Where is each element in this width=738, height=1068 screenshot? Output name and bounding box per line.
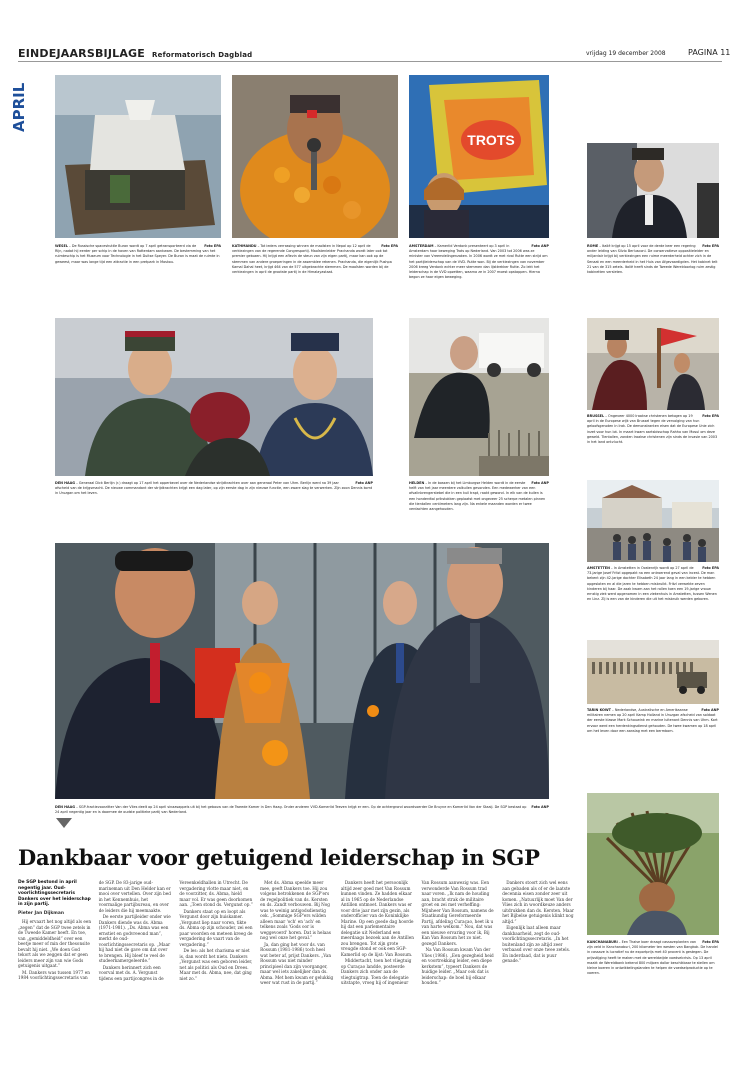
photo-tarin-kowt-ceremony [587,640,719,704]
article-paragraph: Eigenlijk laat alleen maar dankbaarheid, zegt de oud-voorlichtingssecretaris. „In het buitenland zijn ze altijd zeer verbaasd over onze twee zetels. En inderdaad, dat is puur genade.” [502,925,571,963]
photo-den-haag-generals [55,318,373,476]
caption-den-haag-generals: Foto ANP DEN HAAG – Generaal Dick Berlijn (r.) draagt op 17 april het opperbevel over de Nederlandse strijdkrachten over aan generaal Peter van Uhm. Berlijn werd na 39 jaar afscheid van de krijgsmacht. De nieuwe commandant der strijdkrachten krijgt een dag later, op zijn eerste dag in zijn nieuwe functie, een zware slag te verwerken. Zijn zoon Dennis komt in Uruzgan om het leven. [55,481,373,496]
article-paragraph: M. Dankers was tussen 1977 en 1984 voorlichtingssecretaris van de SGP. De 83-jarige oud-marineman uit Den Helder kan er mooi over vertellen. Over zijn bed in het Kennemhuis, het voormalige partijbureau, en over de leiders die hij meemaakte. [18,880,171,981]
article-paragraph: Na Van Rossum kwam Van der Vlies (1986). „Een gezegheid heid en voortrekking leider, een diepe kerkstem”, typeert Dankers de huidige leider. „Maar ook dat is leiderschap: de boel bij elkaar houden.” [421,947,494,985]
article-paragraph: Dankers herinnert zich een voorval met ds. A. Vergunst tijdens een partijcongres in de Vereenkeldhallen in Utrecht. De vergadering vlotte maar niet, en de voorzitter, ds. Abma, hield maar vol. Er was geen doorkomen aan. „Toen stond ds. Vergunst op.” [98,880,253,981]
article-paragraph: Ja, dan ging het voor ds. van Rossum (1981-1986) toch heel wat beter af, prijst Dankers. „Van Rossum was niet minder principieel dan zijn voorganger, maar wel iets zakelijker dan ds. Abma. Met hem kwam er gelukkig weer wat rust in de partij.” [260,941,334,985]
svg-text:TROTS: TROTS [467,132,515,148]
photo-wesel-shuttle [55,75,221,238]
article-paragraph: Dankers staat op en loopt als Vergunst door zijn huiskamer. „Vergunst liep naar voren, tikte ds. Abma op zijn schouder, zei een paar woorden en meteen kreeg de vergadering de vaart van de vergadering.” [179,908,253,947]
article-paragraph: De eerste partijleider onder wie Dankers diende was ds. Abma (1971-1981). „Ds. Abma was een ernstiet en godvreeond man”, merkt de oud-voorlichtingssecretaris op. „Maar hij had niet de gave om dat over te brengen. Hij bleef te veel de studeerkamergeleerde.” [98,914,171,963]
article-byline: Pieter Jan Dijkman [18,910,64,916]
publication-date: vrijdag 19 december 2008 [586,50,666,57]
section-header [18,47,252,60]
article-paragraph: Middertacht, toen het vliegtuig op Curaçao landde, posteerde Dankers zich onder aan de vliegtuigtrap. Toen de delegatie uitstapte, vroeg hij of ingenieur Van Rossum aanwezig was. Een verwonderde Van Rossum trad naar voren. „Ik nam de houding aan, bracht strak de militaire groet en zei met verheffing: Mijnheer Van Rossum, namens de Staatkundig Gereformeerde Partij, afdeling Curaçao, heet ik u van harte welkom.” Nou, dat was een nieuwe ervaring voor ik, Bij Kan Van Rossum het zo niet. gezegd Dankers. [340,880,494,985]
caption-tarin-kowt: Foto ANP TARIN KOWT – Nederlandse, Australische en Amerikaanse militairen nemen op 20 april Kamp Holland in Uruzgan afscheid van soldaat der eerste klasse Mark Schouwink en marine luitenant Dennis van Uhm. Kort ervoor werd een herdenkingsdienst gehouden. De twee kwamen op 18 april om het leven door een aanslag met een bermbom. [587,708,719,733]
photo-kanchanaburi-farmer [587,793,719,935]
photo-rome-berlusconi [587,143,719,238]
photo-kathmandu-prachanda [232,75,398,238]
photo-amstetten-house [587,480,719,562]
caption-helden: Foto ANP HELDEN – In de bossen bij het Limburgse Helden wordt in de eerste helft van het jaar meerdere valkuilen gevonden. Een medewerker van een afvalinbrengerstebel die in een kuil trapt, raakt gewond. In elk van de kuilen is een honderdtal prikstokken geplaatst met ongeveer 25 scherpe metalen pinnen die tientallen centimeters lang zijn. Na enkele maanden worden er twee verdachten aangehouden. [409,481,549,512]
caption-amstetten: Foto EPA AMSTETTEN – In Amstetten in Oostenrijk wordt op 27 april de 73-jarige Josef Fritzl opgepakt na een ontroerend geval van incest. De man bekent zijn 42-jarige dochter Elisabeth 24 jaar lang in een kelder te hebben opgesloten en al die jaren te hebben misbruikt. Fritzl verwekte zeven kinderen bij haar. De zaak kwam aan het rollen toen een 19-jarige vrouw ernstig ziek werd opgenomen in een ziekenhuis in Amstetten, tussen Wenen en Linz. Zij is een van de kinderen die uit het misbruik werden geboren. [587,566,719,602]
caption-amsterdam: Foto ANP AMSTERDAM – Kamerlid Verdonk presenteert op 3 april in Amsterdam haar beweging Trots op Nederland. Van 2003 tot 2006 was ze minister van Vreemdelingenzaken. In 2006 wordt ze met rival Rutte een strijd om het partijleiderschap van de VVD. Rutte won. Bij de verkiezingen van november 2006 kreeg Verdonk echter meer stemmen dan lijsttrekker Rutte. Zo lekt het leiderschap in de VVD opzetten, waarna ze in 2007 moest opstappen. Hierna begon ze haar eigen beweging. [409,244,549,280]
article-paragraph: Met ds. Abma speelde meer mee, geeft Dankers toe. Hij zou volgens betrokkenen de SGP'ers de regelpolitiek van ds. Kersten en ds. Zandt verbouwen. Bij Nog was te weinig antigodsdienstig ook. „Sommige SGP'ers wilden alleen maar 'och' en 'ach' en telkens zoals 'Gods oor is weggevoerd' horen. Dat is helaas nog wel onze het geval.” [260,880,331,940]
article-body [18,880,576,1056]
caption-kanchanaburi: Foto EPA KANCHANABURI – Een Thaise boer draagt cassaveplanten van zijn veld in Kanchanaburi, 200 kilometer ten westen van Bangkok. De handel in cassave is lucratief nu de exportprijs met 40 procent is gestegen. De prijsstijging heeft te maken met de wereldwijde voedselcrisis. Op 13 april maakt de Wereldbank bekend 800 miljoen dollar beschikbaar te stellen om kleine boeren in ontwikkelingslanden te helpen de voedselproductie op te voeren. [587,940,719,976]
article-paragraph: Hij ervaart het nog altijd als een „zegen” dat de SGP twee zetels in de Tweede Kamer heeft. En toe, van „gemiddeldheid” over een beetje meer of min der thesonsite bevalt hij niet. „We doen God tekort als we zeggen dat er geen leiders meer zijn van wie Gods getuigenis uitgaat.” [18,919,92,969]
article-paragraph: Dankers heeft het persoonlijk altijd zeer goed met Van Rossum kunnen vinden. Ze hadden elkaar al in 1965 op de Nederlandse Antillen ontmoet. Dankers was er voor drie jaar met zijn gezin, als onderofficier van de Koninklijke Marine. Op een goede dag hoorde hij dat een parlementaire delegatie uit Nederland een meerdaags bezoek aan de Antillen zou brengen. Tot zijn grote vreugde stond er ook een SGP-Kamerlid op de lijst: Van Rossum. [340,880,414,957]
article-headline: Dankbaar voor getuigend leiderschap in SGP [18,845,540,870]
section-title: EINDEJAARSBIJLAGE [18,47,146,60]
photo-amsterdam-verdonk [409,75,549,238]
caption-rome: Foto EPA ROME – Italië krijgt op 15 april voor de derde keer een regering onder leiding van Silvio Berlusconi. De conservatieve oppositieleider en miljardair krijgt bij verkiezingen een ruime meerderheid achter zich in de Senaat en een meerderheid in het Huis van Afgevaardigden. Het kabinet telt 21 van de 315 zetels. Italië heeft sinds de Tweede Wereldoorlog ruim zestig kabinetten versleten. [587,244,719,275]
caption-wesel: Foto EPA WESEL – De Russische spaceshuttle Buran wordt op 7 april getransporteerd via de Rijn, nadat hij eerder per schip in de haven van Rotterdam aankwam. De bestemming van het ruimteschip is het Museum voor Technologie in het Duitse Speyer. De Buran is maat de ruimte in geweest, maar was lange tijd een attractie in een pretpark in Moskou. [55,244,221,264]
caption-den-haag-sgp: Foto ANP DEN HAAG – SGP-fractievoorzitter Van der Vlies deelt op 24 april sinaasappels uit bij het gebouw van de Tweede Kamer in Den Haag. Onder anderen VVD-Kamerlid Teeven krijgt er een. Op de achtergrond woordvoerder De Bruyne en Kamerlid Van der Staaij. De SGP bestaat op 24 april negentig jaar en is daarmee de oudste politieke partij van Nederland. [55,805,549,815]
caption-brussel: Foto EPA BRUSSEL – Ongeveer 4000 Iraakse christenen betogen op 19 april in de Europese wijk van Brussel tegen de vervolging van hun geloofsgenoten in Irak. De demonstranten eisen dat de Europese Unie zich inzet voor hun lot. In maart kwam aartsbisschop Rahho van Mosul om deze geweld. Tientallen, zonden Iraakse christenen zijn sinds de invasie van 2003 in het land ontvlucht. [587,414,719,445]
header-rule [18,61,722,62]
photo-den-haag-sgp-oranges [55,543,549,799]
photo-brussel-protest [587,318,719,410]
article-marker-triangle [56,818,72,828]
article-paragraph: Dankers stoort zich wel eens aan gebaden als of er de laatste decennia eisen zonder zeer uit komen. „Natuurlijk moet Van der Vlies zich in woordkeuze anders uitdrukken dan ds. Kersten. Maar het Bijbelse getuigenis klinkt nog altijd.” [502,880,575,924]
page-number: PAGINA 11 [688,48,731,57]
newspaper-name: Reformatorisch Dagblad [152,51,253,59]
photo-helden-pits [409,318,549,476]
month-label: APRIL [10,82,28,132]
article-intro: De SGP bestond in april negentig jaar. Oud-voorlichtingssecretaris Dankers over het leiderschap in zijn partij. [18,880,91,908]
caption-kathmandu: Foto EPA KATHMANDU – Tot ieders verrassing winnen de maoïsten in Nepal op 12 april de verkiezingen van de regerende Congrespartij. Maoïstenleider Prachanda wordt later ook tot premier gekozen. Hij krijgt een aflevin de steun van zijn eigen partij, maar kan ook op de stemmen van andere groeperingen in de assemblee rekenen. Prachanda, die eigenlijk Pushpa Kamal Dahal heet, krijgt 464 van de 577 uitgebrachte stemmen. De maoïsten worden bij de verkiezingen in april de grootste partij in de Himalayastaat. [232,244,398,275]
article-paragraph: De les: als het charisma er niet is, dan wordt het niets. Dankers „Vergunst was een geboren leider, net als politici als Oud en Drees. Maar met ds. Abma, nee, dat ging niet zo.” [179,948,253,981]
